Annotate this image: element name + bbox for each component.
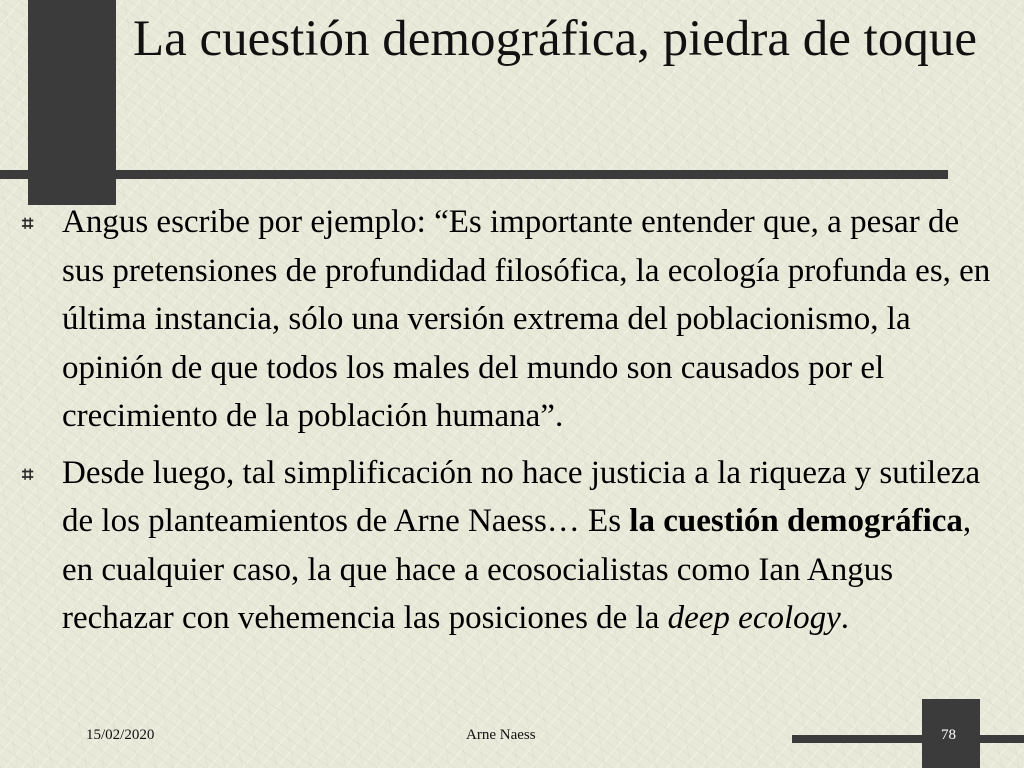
- bullet-list: [22, 198, 992, 643]
- bullet-text: Angus escribe por ejemplo: “Es importante entender que, a pesar de sus pretensiones de profundidad filosófica, la ecología profunda es, en última instancia, sólo una versión extrema del poblacionismo, la opinión de que todos los males del mundo son causados por el crecimiento de la población humana”.: [62, 204, 991, 434]
- hash-bullet-icon: ⌗: [22, 461, 34, 486]
- page-number: 78: [941, 727, 956, 743]
- bullet-bold-phrase: la cuestión demográfica: [629, 503, 963, 539]
- footer-date: 15/02/2020: [86, 727, 155, 743]
- footer-author: Arne Naess: [466, 727, 536, 743]
- bullet-text-part: .: [840, 600, 850, 636]
- hash-bullet-icon: ⌗: [22, 211, 34, 235]
- slide-title: La cuestión demográfica, piedra de toque: [133, 11, 977, 67]
- bullet-item-1: [22, 198, 992, 441]
- title-decoration-block: [28, 0, 116, 205]
- bullet-text-part: Desde luego, tal simplificación no hace justicia a la riqueza y sutileza de los planteamientos de Arne Naess… Es: [62, 454, 981, 539]
- bullet-item-2: [22, 449, 992, 643]
- footer-decoration-line: [792, 735, 1024, 743]
- bullet-text-part: , en cualquier caso, la que hace a ecosocialistas como Ian Angus rechazar con vehemencia las posiciones de la: [62, 503, 972, 636]
- bullet-italic-phrase: deep ecology: [667, 600, 841, 636]
- title-underline-bar: [0, 170, 948, 179]
